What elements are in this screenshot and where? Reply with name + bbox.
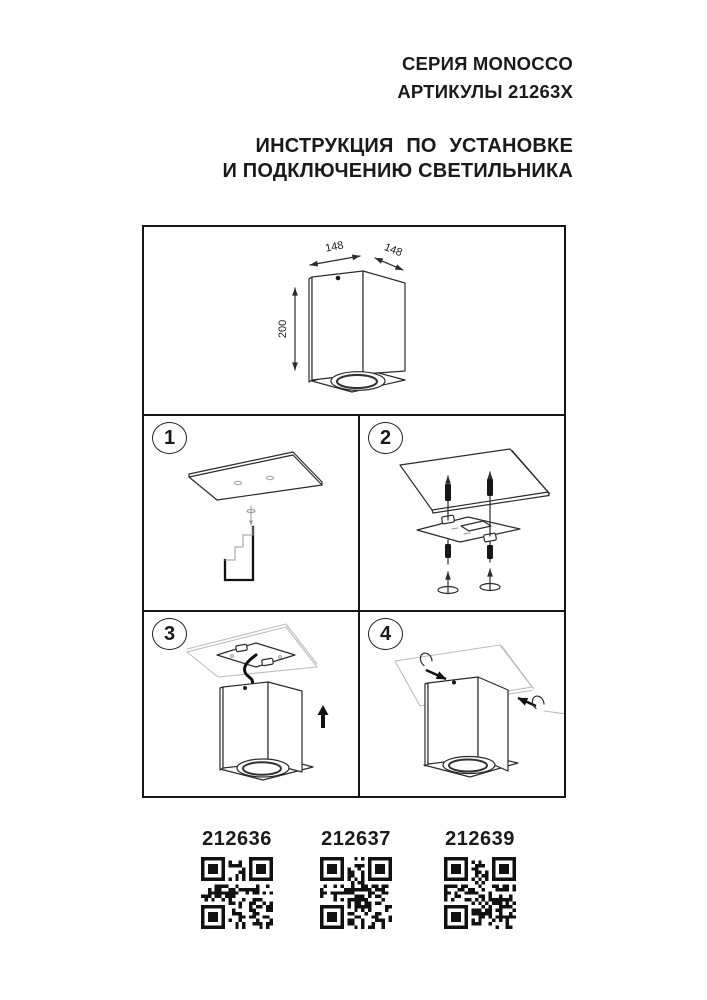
dimension-depth [375,241,404,270]
product-dimension-diagram [144,227,564,414]
article-212636 [177,828,297,929]
box-right-face [478,677,508,771]
drill-bit-icon [247,506,255,526]
article-code: 212637 [321,828,391,850]
luminaire-box-drawing [309,271,405,392]
screw-dot [336,276,341,281]
title-line1: ИНСТРУКЦИЯ ПО УСТАНОВКЕ [255,135,573,157]
box-right-face [363,271,405,374]
instruction-title [222,134,573,184]
rotate-icon [532,696,544,708]
plate-tab [236,644,248,652]
step-1-number: 1 [152,422,187,454]
article-212637 [296,828,416,929]
box-front-face [223,682,268,768]
step-1-panel [144,416,358,610]
aperture-inner-ring [449,760,487,772]
step-4-panel [360,612,564,796]
product-dimensions-panel [144,227,564,414]
depth-value: 148 [382,241,404,260]
screwdriver-icon-right [480,569,500,591]
title-line2: И ПОДКЛЮЧЕНИЮ СВЕТИЛЬНИКА [222,160,573,182]
anchor-screw-right [487,472,493,562]
step-2-panel [360,416,564,610]
aperture-inner-ring [337,375,377,388]
qr-code [320,857,392,929]
article-212639 [420,828,540,929]
articles-line: АРТИКУЛЫ 21263X [397,81,573,102]
luminaire-box-drawing [220,682,313,780]
screw-dot [243,686,247,690]
width-value: 148 [324,239,345,255]
qr-code [201,857,273,929]
step-3-number: 3 [152,618,187,650]
luminaire-box-drawing [424,677,518,777]
diagram-frame [142,225,566,798]
article-code: 212636 [202,828,272,850]
box-front-face [428,677,478,764]
screw-dot [452,681,456,685]
box-right-face [268,682,302,772]
qr-code [444,857,516,929]
fixing-screw-right [518,696,564,714]
article-code: 212639 [445,828,515,850]
ceiling-panel [189,452,322,500]
ceiling-panel [400,449,550,513]
series-name: СЕРИЯ MONOCCO [401,53,573,74]
mounting-plate [417,515,520,542]
plate-tab [262,658,274,666]
aperture-inner-ring [243,762,281,775]
drill-depth-template [225,506,255,580]
height-value: 200 [277,319,289,339]
dimension-width [310,239,360,265]
box-front-face [312,271,363,380]
step-2-number: 2 [368,422,403,454]
screwdriver-icon-left [438,572,458,594]
dimension-height [277,288,295,370]
step-4-number: 4 [368,618,403,650]
lift-up-arrow [318,705,329,728]
step-3-panel [144,612,358,796]
series-header [397,50,573,106]
